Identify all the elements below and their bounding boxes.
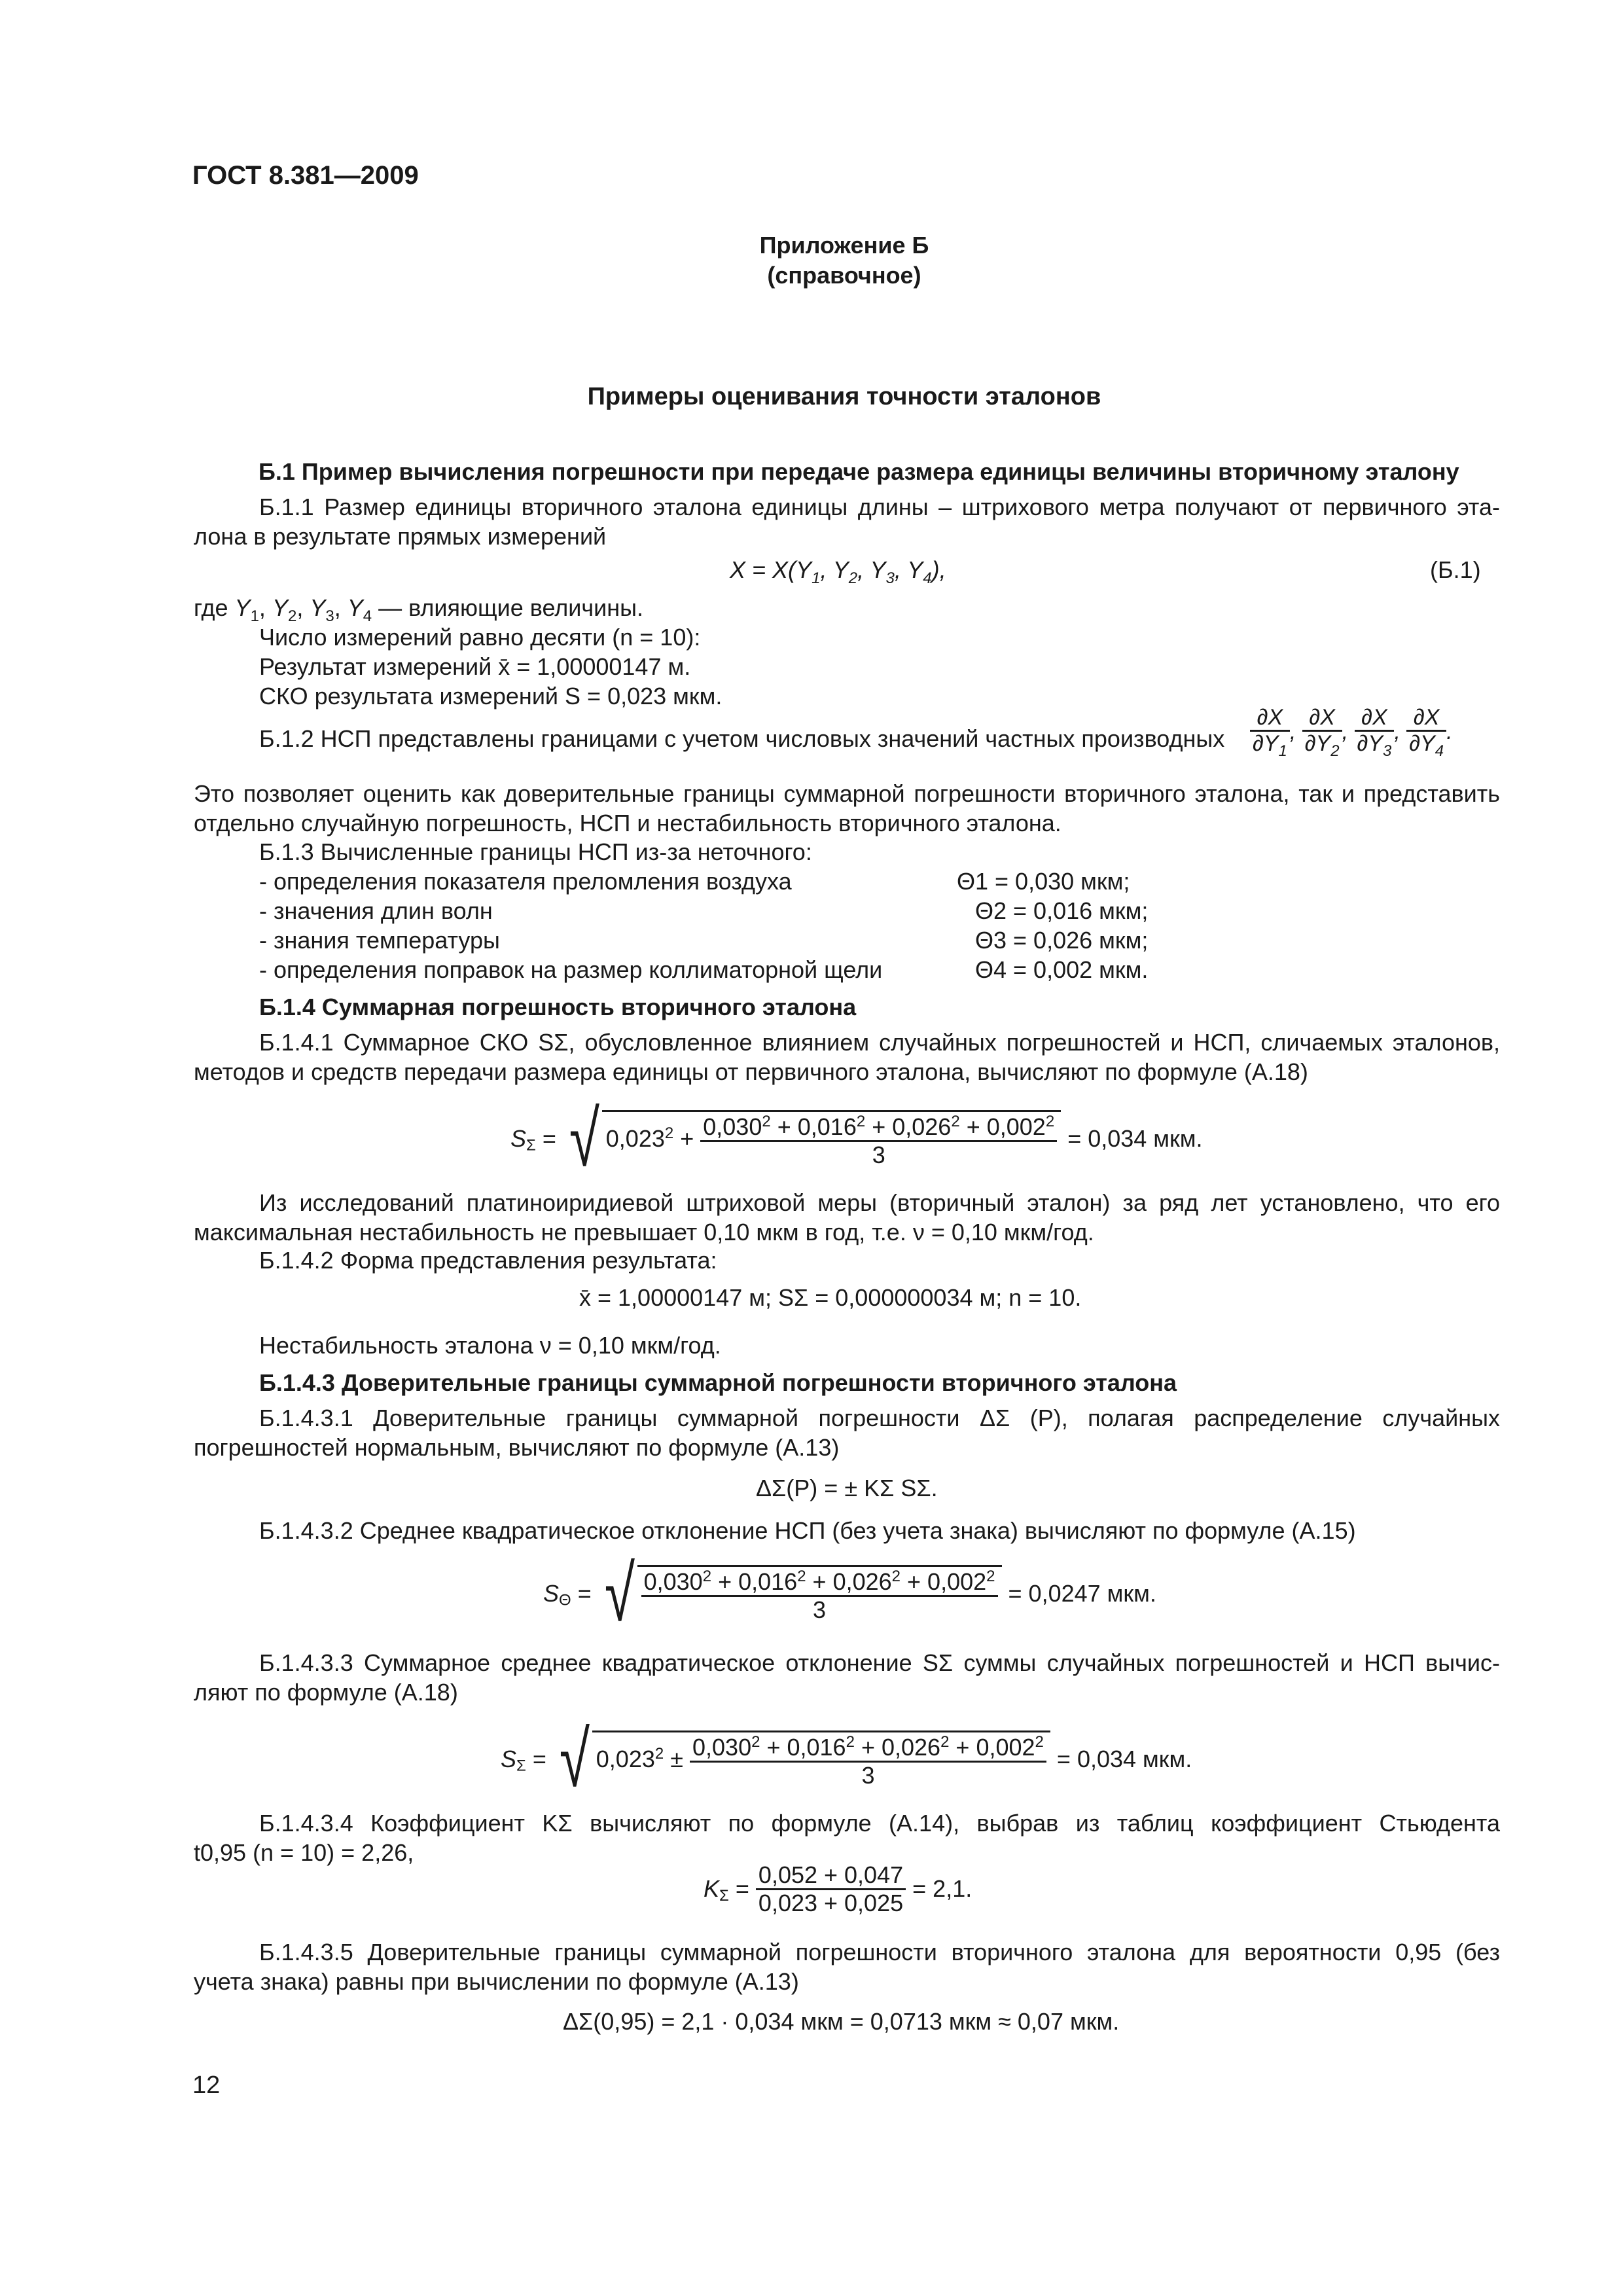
equation-s-sigma-1: $S_\Sigma$ = √ $0,023^2$ + $\frac{0,030^2 + 0,016^2 + 0,026^2 + 0,002^2}{3}$ = 0,034 мкм. bbox=[510, 1095, 1203, 1183]
equation-b1: $X = X(Y_1$, $Y_2$, $Y_3$, $Y_4$), bbox=[730, 556, 946, 588]
b113-text: Б.1.3 Вычисленные границы НСП из-за неточного: bbox=[259, 838, 812, 865]
nsp-item-value-1: Θ1 = 0,030 мкм; bbox=[957, 868, 1130, 895]
b1434-line1: Б.1.4.3.4 Коэффициент KΣ вычисляют по формуле (А.14), выбрав из таблиц коэффициент Стьюдента bbox=[259, 1810, 1500, 1837]
b1433-line1: Б.1.4.3.3 Суммарное среднее квадратическое отклонение SΣ суммы случайных погрешностей и НСП вычис- bbox=[259, 1649, 1500, 1676]
b1434-line2: t0,95 (n = 10) = 2,26, bbox=[194, 1839, 414, 1866]
measurement-sko: СКО результата измерений S = 0,023 мкм. bbox=[259, 683, 722, 709]
eq1-result: = 0,034 мкм. bbox=[1067, 1125, 1203, 1152]
partial-derivatives: $\frac{\partial X}{\partial Y_1}$ , $\frac{\partial X}{\partial Y_2}$ , $\frac{\partial X}{\partial Y_3}$ , $\frac{\partial X}{\partial Y_4}$ . bbox=[1250, 706, 1453, 761]
b111-line2: лона в результате прямых измерений bbox=[194, 523, 607, 550]
instability-line1: Из исследований платиноиридиевой штриховой меры (вторичный эталон) за ряд лет установлено, что его bbox=[259, 1189, 1500, 1216]
b1-heading: Б.1 Пример вычисления погрешности при передаче размера единицы величины вторичному эталону bbox=[259, 458, 1459, 485]
b1431-line2: погрешностей нормальным, вычисляют по формуле (А.13) bbox=[194, 1434, 840, 1461]
k-denominator: 0,023 + 0,025 bbox=[758, 1889, 904, 1916]
b141-line1: Б.1.4.1 Суммарное СКО SΣ, обусловленное влиянием случайных погрешностей и НСП, сличаемых эталонов, bbox=[259, 1029, 1500, 1056]
b1431-line1: Б.1.4.3.1 Доверительные границы суммарной погрешности ΔΣ (P), полагая распределение случайных bbox=[259, 1405, 1500, 1431]
nsp-item-label-2: - значения длин волн bbox=[259, 897, 493, 924]
nsp-item-value-4: Θ4 = 0,002 мкм. bbox=[975, 956, 1149, 983]
b1433-line2: ляют по формуле (А.18) bbox=[194, 1679, 458, 1706]
equation-delta: ΔΣ(P) = ± KΣ SΣ. bbox=[756, 1475, 938, 1501]
equation-k-sigma: $K_\Sigma$ = $\frac{0,052 + 0,047}{0,023 + 0,025}$ = 2,1. bbox=[704, 1861, 972, 1916]
nsp-item-value-3: Θ3 = 0,026 мкм; bbox=[975, 927, 1149, 954]
b112-cont-line1: Это позволяет оценить как доверительные границы суммарной погрешности вторичного эталона, так и представить bbox=[194, 780, 1500, 807]
page-number: 12 bbox=[192, 2072, 221, 2099]
nsp-item-label-3: - знания температуры bbox=[259, 927, 500, 954]
b112-cont-line2: отдельно случайную погрешность, НСП и нестабильность вторичного эталона. bbox=[194, 810, 1061, 836]
measurement-result: Результат измерений x̄ = 1,00000147 м. bbox=[259, 653, 691, 680]
measurement-count: Число измерений равно десяти (n = 10): bbox=[259, 624, 701, 651]
b143-heading: Б.1.4.3 Доверительные границы суммарной погрешности вторичного эталона bbox=[259, 1369, 1177, 1396]
appendix-title: Приложение Б bbox=[759, 232, 929, 259]
instability-line2: максимальная нестабильность не превышает 0,10 мкм в год, т.е. ν = 0,10 мкм/год. bbox=[194, 1219, 1094, 1246]
equation-b1-label: (Б.1) bbox=[1430, 556, 1481, 583]
k-numerator: 0,052 + 0,047 bbox=[756, 1862, 906, 1890]
b112-text: Б.1.2 НСП представлены границами с учетом числовых значений частных производных bbox=[259, 725, 1225, 752]
where-line: где $Y_1$, $Y_2$, $Y_3$, $Y_4$ — влияющие величины. bbox=[194, 594, 644, 626]
result-form: x̄ = 1,00000147 м; SΣ = 0,000000034 м; n = 10. bbox=[579, 1284, 1082, 1311]
b142-text: Б.1.4.2 Форма представления результата: bbox=[259, 1247, 717, 1274]
instability-value: Нестабильность эталона ν = 0,10 мкм/год. bbox=[259, 1332, 721, 1359]
b141-line2: методов и средств передачи размера единицы от первичного эталона, вычисляют по формуле (А.18) bbox=[194, 1058, 1308, 1085]
nsp-item-label-1: - определения показателя преломления воздуха bbox=[259, 868, 792, 895]
standard-header: ГОСТ 8.381—2009 bbox=[192, 161, 419, 190]
b111-line1: Б.1.1 Размер единицы вторичного эталона единицы длины – штрихового метра получают от первичного эта- bbox=[259, 493, 1500, 520]
b1432-text: Б.1.4.3.2 Среднее квадратическое отклонение НСП (без учета знака) вычисляют по формуле (А.15) bbox=[259, 1517, 1356, 1544]
b1435-line2: учета знака) равны при вычислении по формуле (А.13) bbox=[194, 1968, 799, 1995]
equation-s-theta: $S_\Theta$ = √ $\frac{0,030^2 + 0,016^2 + 0,026^2 + 0,002^2}{3}$ = 0,0247 мкм. bbox=[543, 1550, 1156, 1638]
b1435-line1: Б.1.4.3.5 Доверительные границы суммарной погрешности вторичного эталона для вероятности 0,95 (без bbox=[259, 1939, 1500, 1965]
where-tail: — влияющие величины. bbox=[372, 594, 644, 621]
nsp-item-label-4: - определения поправок на размер коллиматорной щели bbox=[259, 956, 883, 983]
appendix-subtitle: (справочное) bbox=[767, 262, 921, 289]
eq-stheta-result: = 0,0247 мкм. bbox=[1008, 1580, 1156, 1607]
nsp-item-value-2: Θ2 = 0,016 мкм; bbox=[975, 897, 1149, 924]
b14-heading: Б.1.4 Суммарная погрешность вторичного эталона bbox=[259, 994, 857, 1020]
equation-s-sigma-2: $S_\Sigma$ = √ $0,023^2$ ± $\frac{0,030^2 + 0,016^2 + 0,026^2 + 0,002^2}{3}$ = 0,034 мкм. bbox=[501, 1715, 1192, 1803]
section-title: Примеры оценивания точности эталонов bbox=[587, 383, 1101, 410]
final-result: ΔΣ(0,95) = 2,1 · 0,034 мкм = 0,0713 мкм ≈ 0,07 мкм. bbox=[563, 2008, 1120, 2035]
k-result: = 2,1. bbox=[912, 1875, 972, 1903]
eq-ssigma-result: = 0,034 мкм. bbox=[1056, 1746, 1192, 1772]
